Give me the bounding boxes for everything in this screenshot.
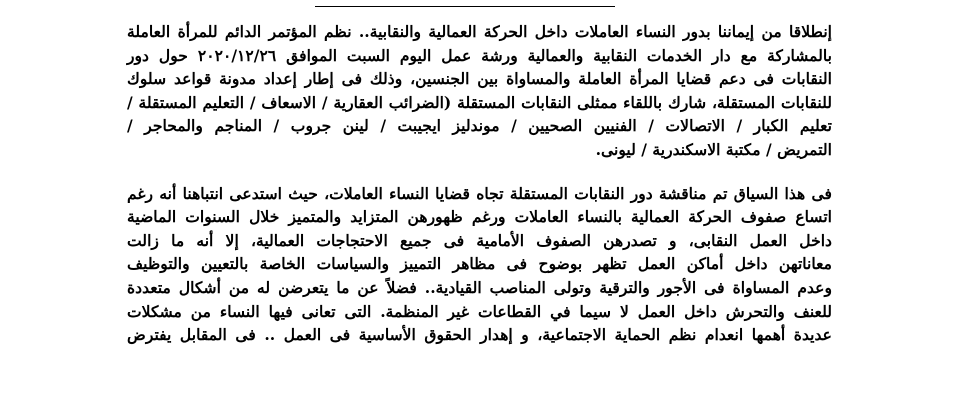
text-line: إنطلاقا من إيماننا بدور النساء العاملات داخل الحركة العمالية والنقابية.. نظم المؤتمر الدائم للمرأة العاملة — [127, 22, 832, 41]
text-line: وعدم المساواة فى الأجور والترقية وتولى المناصب القيادية.. فضلاً عن ما يتعرضن له من أشكال متعددة — [127, 277, 832, 297]
text-line: للعنف والتحرش داخل العمل لا سيما في القطاعات غير المنظمة. التى تعانى فيها النساء من مشكلات — [127, 301, 832, 321]
paragraph-context — [127, 182, 832, 347]
paragraph-intro — [127, 20, 832, 162]
document-body — [127, 20, 832, 347]
text-line: تعليم الكبار / الاتصالات / الفنيين الصحيين / موندليز ايجيبت / لينن جروب / المناجم والمحاجر / — [127, 116, 832, 136]
text-line: داخل العمل النقابى، و تصدرهن الصفوف الأمامية فى جميع الاحتجاجات العمالية، إلا أنه ما زالت — [127, 230, 832, 250]
text-line: بالمشاركة مع دار الخدمات النقابية والعمالية ورشة عمل اليوم السبت الموافق ٢٠٢٠/١٢/٢٦ حول دور — [127, 45, 833, 65]
text-line: فى هذا السياق تم مناقشة دور النقابات المستقلة تجاه قضايا النساء العاملات، حيث استدعى انتباهنا أنه رغم — [127, 183, 832, 203]
text-line: التمريض / مكتبة الاسكندرية / ليونى. — [595, 139, 832, 159]
text-line: عديدة أهمها انعدام نظم الحماية الاجتماعية، و إهدار الحقوق الأساسية فى العمل .. فى المقابل يفترض — [127, 325, 832, 345]
text-line: للنقابات المستقلة، شارك باللقاء ممثلى النقابات المستقلة (الضرائب العقارية / الاسعاف / التعليم المستقلة / — [127, 92, 832, 112]
text-line: معاناتهن داخل أماكن العمل تظهر بوضوح فى مظاهر التمييز والسياسات الخاصة بالتعيين والتوظيف — [127, 254, 832, 274]
text-line: النقابات فى دعم قضايا المرأة العاملة والمساواة بين الجنسين، وذلك فى إطار إعداد مدونة قواعد سلوك — [127, 69, 832, 89]
text-line: اتساع صفوف الحركة العمالية بالنساء العاملات ورغم ظهورهن المتزايد والمتميز خلال السنوات الماضية — [127, 207, 832, 227]
header-divider — [315, 0, 615, 7]
